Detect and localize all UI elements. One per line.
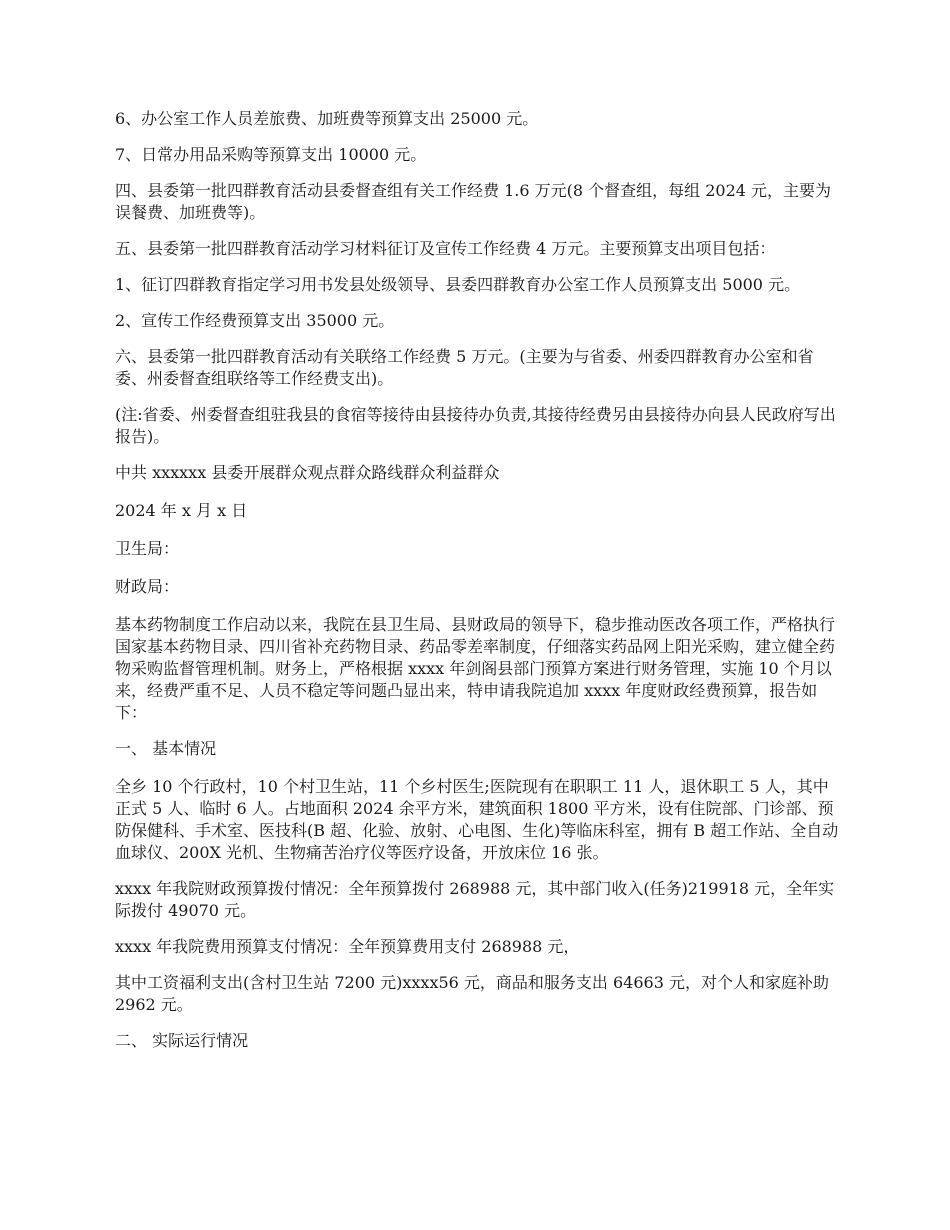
paragraph-publicity: 2、宣传工作经费预算支出 35000 元。 [115, 311, 395, 330]
paragraph-date: 2024 年 x 月 x 日 [115, 501, 248, 520]
paragraph-section-four: 四、县委第一批四群教育活动县委督查组有关工作经费 1.6 万元(8 个督查组，每组 2024 元，主要为误餐费、加班费等)。 [115, 181, 832, 222]
paragraph-report-intro: 基本药物制度工作启动以来，我院在县卫生局、县财政局的领导下，稳步推动医改各项工作，严格执行国家基本药物目录、四川省补充药物目录、药品零差率制度，仔细落实药品网上阳光采购，建立健全药物采购监督管理机制。财务上，严格根据 xxxx 年剑阁县部门预算方案进行财务管理，实施 10 个月以来，经费严重不足、人员不稳定等问题凸显出来，特申请我院追加 xxxx 年度财政经费预算，报告如下： [115, 615, 836, 722]
paragraph-section-six: 六、县委第一批四群教育活动有关联络工作经费 5 万元。(主要为与省委、州委四群教育办公室和省委、州委督查组联络等工作经费支出)。 [115, 347, 814, 388]
paragraph-addressee-health-bureau: 卫生局： [115, 539, 180, 558]
paragraph-signature-org: 中共 xxxxxx 县委开展群众观点群众路线群众利益群众 [115, 463, 500, 482]
paragraph-budget-allocation: xxxx 年我院财政预算拨付情况：全年预算拨付 268988 元，其中部门收入(任务)219918 元，全年实际拨付 49070 元。 [115, 879, 835, 920]
paragraph-basic-situation: 全乡 10 个行政村，10 个村卫生站，11 个乡村医生;医院现有在职职工 11 人，退休职工 5 人，其中正式 5 人、临时 6 人。占地面积 2024 余平方米，建筑面积 1800 平方米，设有住院部、门诊部、预防保健科、手术室、医技科(B 超、化验、放射、心电图、生化)等临床科室，拥有 B 超工作站、全自动血球仪、200X 光机、生物痛苦治疗仪等医疗设备，开放床位 16 张。 [115, 777, 839, 862]
paragraph-travel-expenses: 6、办公室工作人员差旅费、加班费等预算支出 25000 元。 [115, 109, 539, 128]
paragraph-study-books: 1、征订四群教育指定学习用书发县处级领导、县委四群教育办公室工作人员预算支出 5000 元。 [115, 275, 801, 294]
heading-actual-operation: 二、 实际运行情况 [115, 1031, 249, 1050]
paragraph-addressee-finance-bureau: 财政局： [115, 577, 180, 596]
document-body [115, 108, 840, 1066]
paragraph-section-five: 五、县委第一批四群教育活动学习材料征订及宣传工作经费 4 万元。主要预算支出项目包括： [115, 239, 776, 258]
paragraph-note: (注:省委、州委督查组驻我县的食宿等接待由县接待办负责,其接待经费另由县接待办向县人民政府写出报告)。 [115, 405, 836, 446]
paragraph-expense-breakdown: 其中工资福利支出(含村卫生站 7200 元)xxxx56 元，商品和服务支出 64663 元，对个人和家庭补助 2962 元。 [115, 973, 829, 1014]
paragraph-expense-payment: xxxx 年我院费用预算支付情况：全年预算费用支付 268988 元， [115, 937, 580, 956]
heading-basic-situation: 一、 基本情况 [115, 739, 217, 758]
paragraph-office-supplies: 7、日常办用品采购等预算支出 10000 元。 [115, 145, 427, 164]
